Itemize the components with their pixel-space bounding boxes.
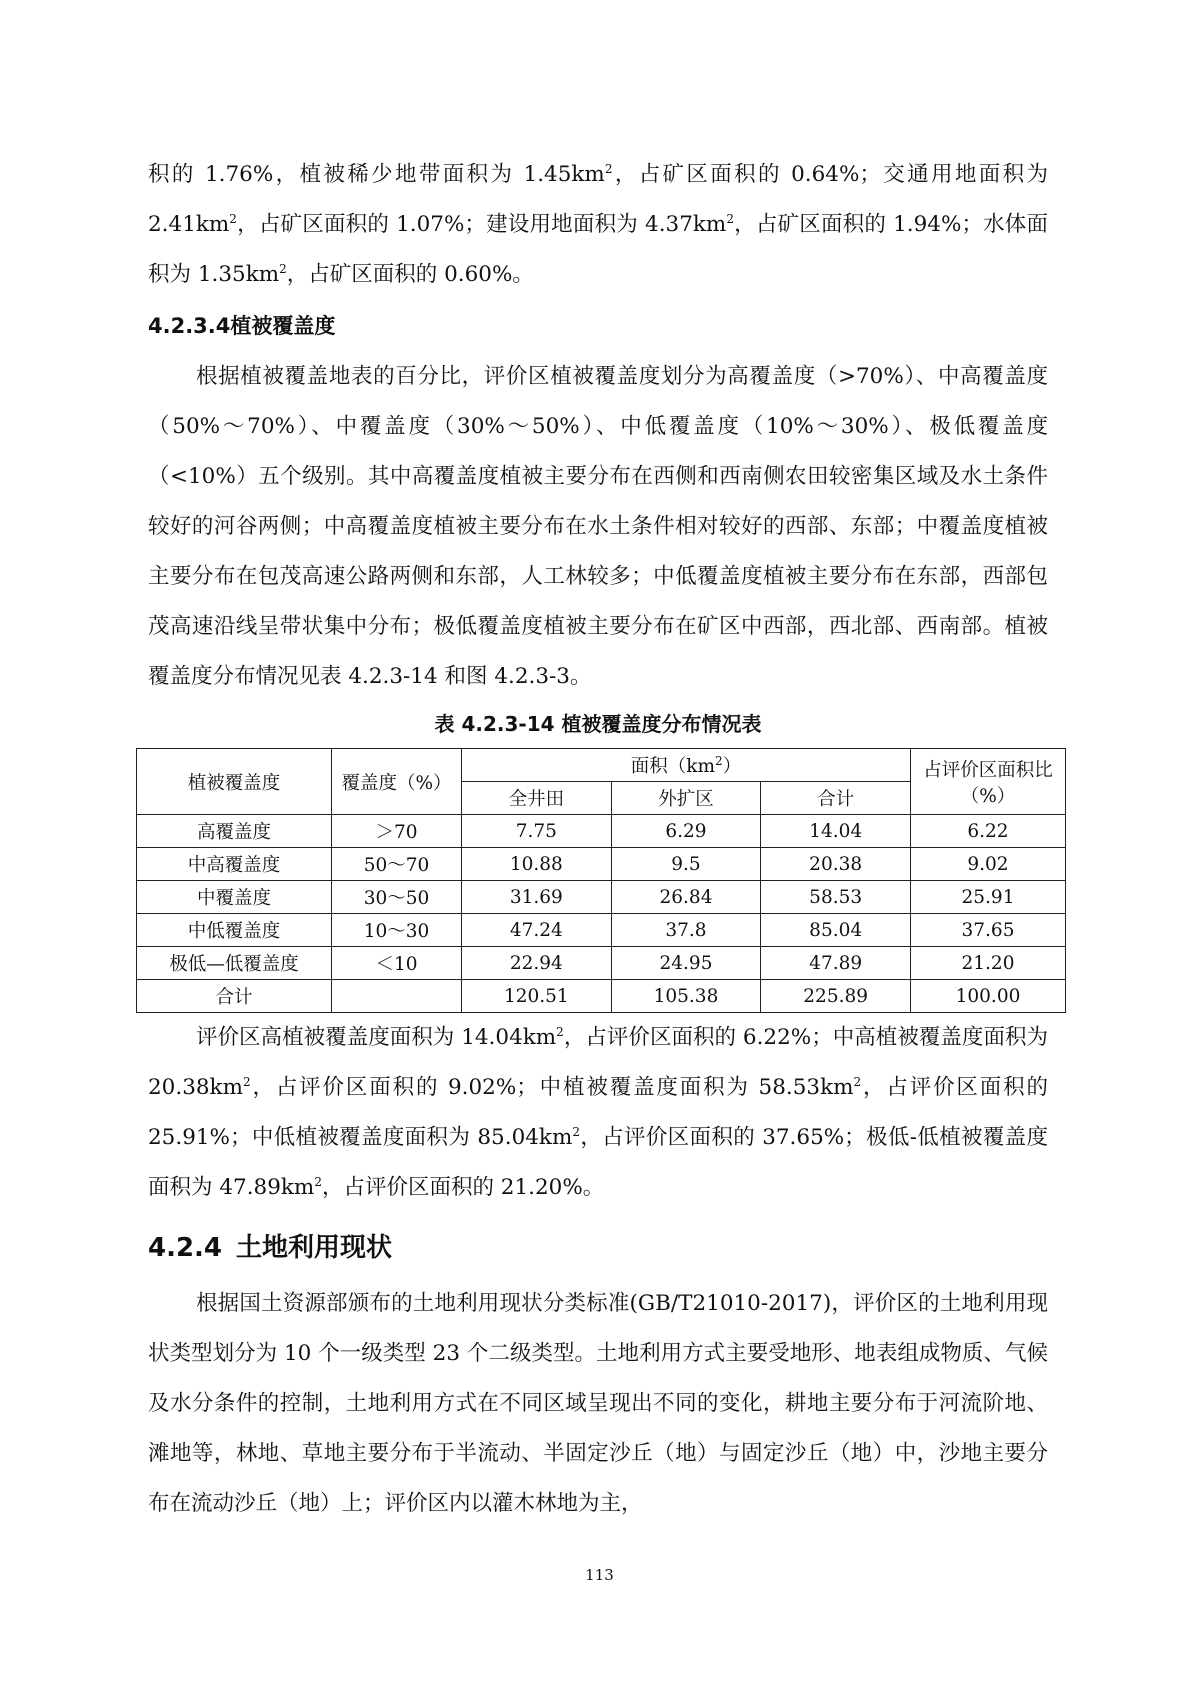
summary-text-d: ，占评价区面积的 25.91%；中低植被覆盖度面积为 85.04km bbox=[148, 1075, 1048, 1150]
superscript: 2 bbox=[853, 1074, 862, 1089]
header-level: 植被覆盖度 bbox=[137, 749, 332, 815]
table-row bbox=[137, 947, 1066, 980]
coverage-summary-paragraph bbox=[148, 1013, 1048, 1213]
table-cell: 6.29 bbox=[611, 815, 761, 848]
header-area-label: 面积（km bbox=[630, 756, 716, 777]
table-cell: 中低覆盖度 bbox=[137, 914, 332, 947]
intro-text-d: ，占矿区面积的 1.94%；水体面积为 1.35km bbox=[148, 212, 1048, 287]
table-cell: 37.8 bbox=[611, 914, 761, 947]
summary-text-b: ，占评价区面积的 6.22%；中高植被覆盖度面积为 20.38km bbox=[148, 1025, 1048, 1100]
summary-text-e: ，占评价区面积的 37.65%；极低-低植被覆盖度面积为 47.89km bbox=[148, 1125, 1048, 1200]
table-cell: 85.04 bbox=[761, 914, 911, 947]
superscript: 2 bbox=[604, 161, 613, 176]
superscript: 2 bbox=[229, 211, 237, 226]
header-area-close: ） bbox=[722, 756, 742, 777]
header-share bbox=[911, 749, 1066, 815]
section-heading-4234: 4.2.3.4植被覆盖度 bbox=[148, 314, 336, 338]
table-cell: 50～70 bbox=[332, 848, 462, 881]
table-cell: 合计 bbox=[137, 980, 332, 1013]
subheader-cell: 全井田 bbox=[462, 782, 612, 815]
subheader-cell: 外扩区 bbox=[611, 782, 761, 815]
header-percent: 覆盖度（%） bbox=[332, 749, 462, 815]
table-cell: 21.20 bbox=[911, 947, 1066, 980]
table-cell: 225.89 bbox=[761, 980, 911, 1013]
table-cell: 30～50 bbox=[332, 881, 462, 914]
table-cell: 25.91 bbox=[911, 881, 1066, 914]
table-caption: 表 4.2.3-14 植被覆盖度分布情况表 bbox=[434, 712, 762, 736]
table-cell: 20.38 bbox=[761, 848, 911, 881]
table-cell bbox=[332, 980, 462, 1013]
superscript: 2 bbox=[556, 1024, 564, 1039]
coverage-table bbox=[136, 748, 1066, 1013]
summary-text-c: ，占评价区面积的 9.02%；中植被覆盖度面积为 58.53km bbox=[250, 1075, 854, 1100]
land-use-paragraph: 根据国土资源部颁布的土地利用现状分类标准(GB/T21010-2017)，评价区的土地利用现状类型划分为 10 个一级类型 23 个二级类型。土地利用方式主要受地形、地表组成物质、气候及水分条件的控制，土地利用方式在不同区域呈现出不同的变化，耕地主要分布于河流阶地、滩地等，林地、草地主要分布于半流动、半固定沙丘（地）与固定沙丘（地）中，沙地主要分布在流动沙丘（地）上；评价区内以灌木林地为主， bbox=[148, 1291, 1048, 1516]
superscript: 2 bbox=[242, 1074, 251, 1089]
table-cell: 9.02 bbox=[911, 848, 1066, 881]
intro-paragraph bbox=[148, 150, 1048, 300]
page-content bbox=[148, 150, 1053, 1529]
superscript: 2 bbox=[314, 1174, 322, 1189]
table-cell: 37.65 bbox=[911, 914, 1066, 947]
subheader-cell: 合计 bbox=[761, 782, 911, 815]
table-cell: 47.24 bbox=[462, 914, 612, 947]
table-row bbox=[137, 914, 1066, 947]
page-number: 113 bbox=[585, 1566, 614, 1584]
intro-text-b: ，占矿区面积的 0.64%；交通用地面积为 2.41km bbox=[148, 162, 1049, 237]
section-title: 土地利用现状 bbox=[236, 1233, 393, 1263]
header-share-label: 占评价区面积比 bbox=[923, 759, 1053, 781]
summary-text-a: 评价区高植被覆盖度面积为 14.04km bbox=[196, 1025, 557, 1050]
table-cell: 7.75 bbox=[462, 815, 612, 848]
table-cell: 24.95 bbox=[611, 947, 761, 980]
table-cell: 26.84 bbox=[611, 881, 761, 914]
superscript: 2 bbox=[279, 261, 287, 276]
table-cell: 中覆盖度 bbox=[137, 881, 332, 914]
table-cell: 22.94 bbox=[462, 947, 612, 980]
superscript: 2 bbox=[572, 1124, 580, 1139]
section-number: 4.2.4 bbox=[148, 1233, 223, 1263]
table-cell: 10～30 bbox=[332, 914, 462, 947]
header-area bbox=[462, 749, 911, 782]
table-cell: 9.5 bbox=[611, 848, 761, 881]
intro-text-a: 积的 1.76%，植被稀少地带面积为 1.45km bbox=[148, 162, 605, 187]
table-cell: 120.51 bbox=[462, 980, 612, 1013]
table-cell: 31.69 bbox=[462, 881, 612, 914]
table-cell: 10.88 bbox=[462, 848, 612, 881]
table-cell: ＜10 bbox=[332, 947, 462, 980]
table-cell: ＞70 bbox=[332, 815, 462, 848]
table-cell: 47.89 bbox=[761, 947, 911, 980]
table-cell: 6.22 bbox=[911, 815, 1066, 848]
header-share-unit: （%） bbox=[960, 785, 1016, 807]
table-cell: 58.53 bbox=[761, 881, 911, 914]
intro-text-c: ，占矿区面积的 1.07%；建设用地面积为 4.37km bbox=[236, 212, 727, 237]
table-cell: 100.00 bbox=[911, 980, 1066, 1013]
superscript: 2 bbox=[726, 211, 734, 226]
table-row bbox=[137, 848, 1066, 881]
table-cell: 105.38 bbox=[611, 980, 761, 1013]
table-cell: 高覆盖度 bbox=[137, 815, 332, 848]
table-cell: 14.04 bbox=[761, 815, 911, 848]
table-cell: 中高覆盖度 bbox=[137, 848, 332, 881]
table-header-row bbox=[137, 749, 1066, 782]
table-row bbox=[137, 881, 1066, 914]
intro-text-e: ，占矿区面积的 0.60%。 bbox=[286, 262, 534, 287]
summary-text-f: ，占评价区面积的 21.20%。 bbox=[321, 1175, 605, 1200]
section-heading-424 bbox=[148, 1219, 1048, 1277]
table-row bbox=[137, 815, 1066, 848]
superscript: 2 bbox=[715, 753, 723, 768]
table-cell: 极低—低覆盖度 bbox=[137, 947, 332, 980]
vegetation-coverage-paragraph: 根据植被覆盖地表的百分比，评价区植被覆盖度划分为高覆盖度（>70%）、中高覆盖度（50%～70%）、中覆盖度（30%～50%）、中低覆盖度（10%～30%）、极低覆盖度（<10%）五个级别。其中高覆盖度植被主要分布在西侧和西南侧农田较密集区域及水土条件较好的河谷两侧；中高覆盖度植被主要分布在水土条件相对较好的西部、东部；中覆盖度植被主要分布在包茂高速公路两侧和东部，人工林较多；中低覆盖度植被主要分布在东部，西部包茂高速沿线呈带状集中分布；极低覆盖度植被主要分布在矿区中西部，西北部、西南部。植被覆盖度分布情况见表 4.2.3-14 和图 4.2.3-3。 bbox=[148, 364, 1048, 689]
table-total-row bbox=[137, 980, 1066, 1013]
